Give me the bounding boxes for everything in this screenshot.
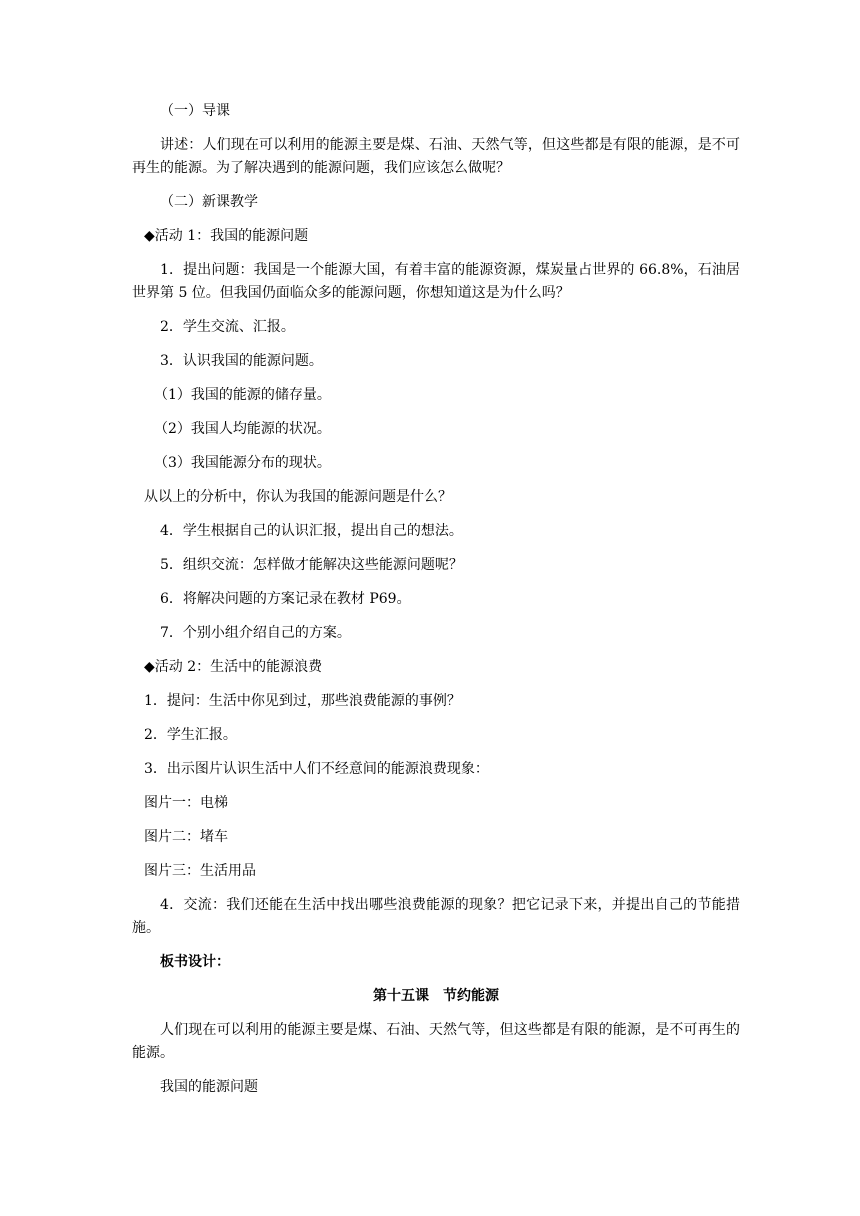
board-item: 我国的能源问题 <box>160 1079 258 1095</box>
intro-text: 讲述：人们现在可以利用的能源主要是煤、石油、天然气等，但这些都是有限的能源，是不可再生的能源。为了解决遇到的能源问题，我们应该怎么做呢？ <box>132 137 740 176</box>
activity1-item-6: 6．将解决问题的方案记录在教材 P69。 <box>160 591 411 607</box>
activity1-item-7: 7．个别小组介绍自己的方案。 <box>160 625 351 641</box>
activity1-subitem-2: （2）我国人均能源的状况。 <box>154 421 331 437</box>
activity1-heading: ◆活动 1：我国的能源问题 <box>144 228 309 244</box>
board-title: 第十五课 节约能源 <box>373 988 499 1004</box>
activity1-item-5: 5．组织交流：怎样做才能解决这些能源问题呢？ <box>160 557 463 573</box>
board-text: 人们现在可以利用的能源主要是煤、石油、天然气等，但这些都是有限的能源，是不可再生的能源。 <box>132 1022 740 1061</box>
activity2-heading: ◆活动 2：生活中的能源浪费 <box>144 659 323 675</box>
activity2-picture-3: 图片三：生活用品 <box>144 863 256 879</box>
activity1-item-1: 1．提出问题：我国是一个能源大国，有着丰富的能源资源，煤炭量占世界的 66.8%，石油居世界第 5 位。但我国仍面临众多的能源问题，你想知道这是为什么吗？ <box>132 262 740 301</box>
activity1-item-3: 3．认识我国的能源问题。 <box>160 353 323 369</box>
intro-heading: （一）导课 <box>160 103 230 119</box>
activity2-picture-1: 图片一：电梯 <box>144 795 228 811</box>
activity1-item-4: 4．学生根据自己的认识汇报，提出自己的想法。 <box>160 523 463 539</box>
activity2-item-1: 1．提问：生活中你见到过，那些浪费能源的事例？ <box>144 693 461 709</box>
board-design-heading: 板书设计： <box>160 954 230 970</box>
activity2-item-4: 4．交流：我们还能在生活中找出哪些浪费能源的现象？把它记录下来，并提出自己的节能措施。 <box>132 897 740 936</box>
activity2-picture-2: 图片二：堵车 <box>144 829 228 845</box>
activity1-item-2: 2．学生交流、汇报。 <box>160 319 295 335</box>
document-body <box>132 100 740 1110</box>
activity2-item-3: 3．出示图片认识生活中人们不经意间的能源浪费现象： <box>144 761 489 777</box>
activity1-subitem-1: （1）我国的能源的储存量。 <box>154 387 331 403</box>
activity2-item-2: 2．学生汇报。 <box>144 727 237 743</box>
activity1-subitem-3: （3）我国能源分布的现状。 <box>154 455 331 471</box>
activity1-question: 从以上的分析中，你认为我国的能源问题是什么？ <box>144 489 452 505</box>
new-lesson-heading: （二）新课教学 <box>160 194 258 210</box>
